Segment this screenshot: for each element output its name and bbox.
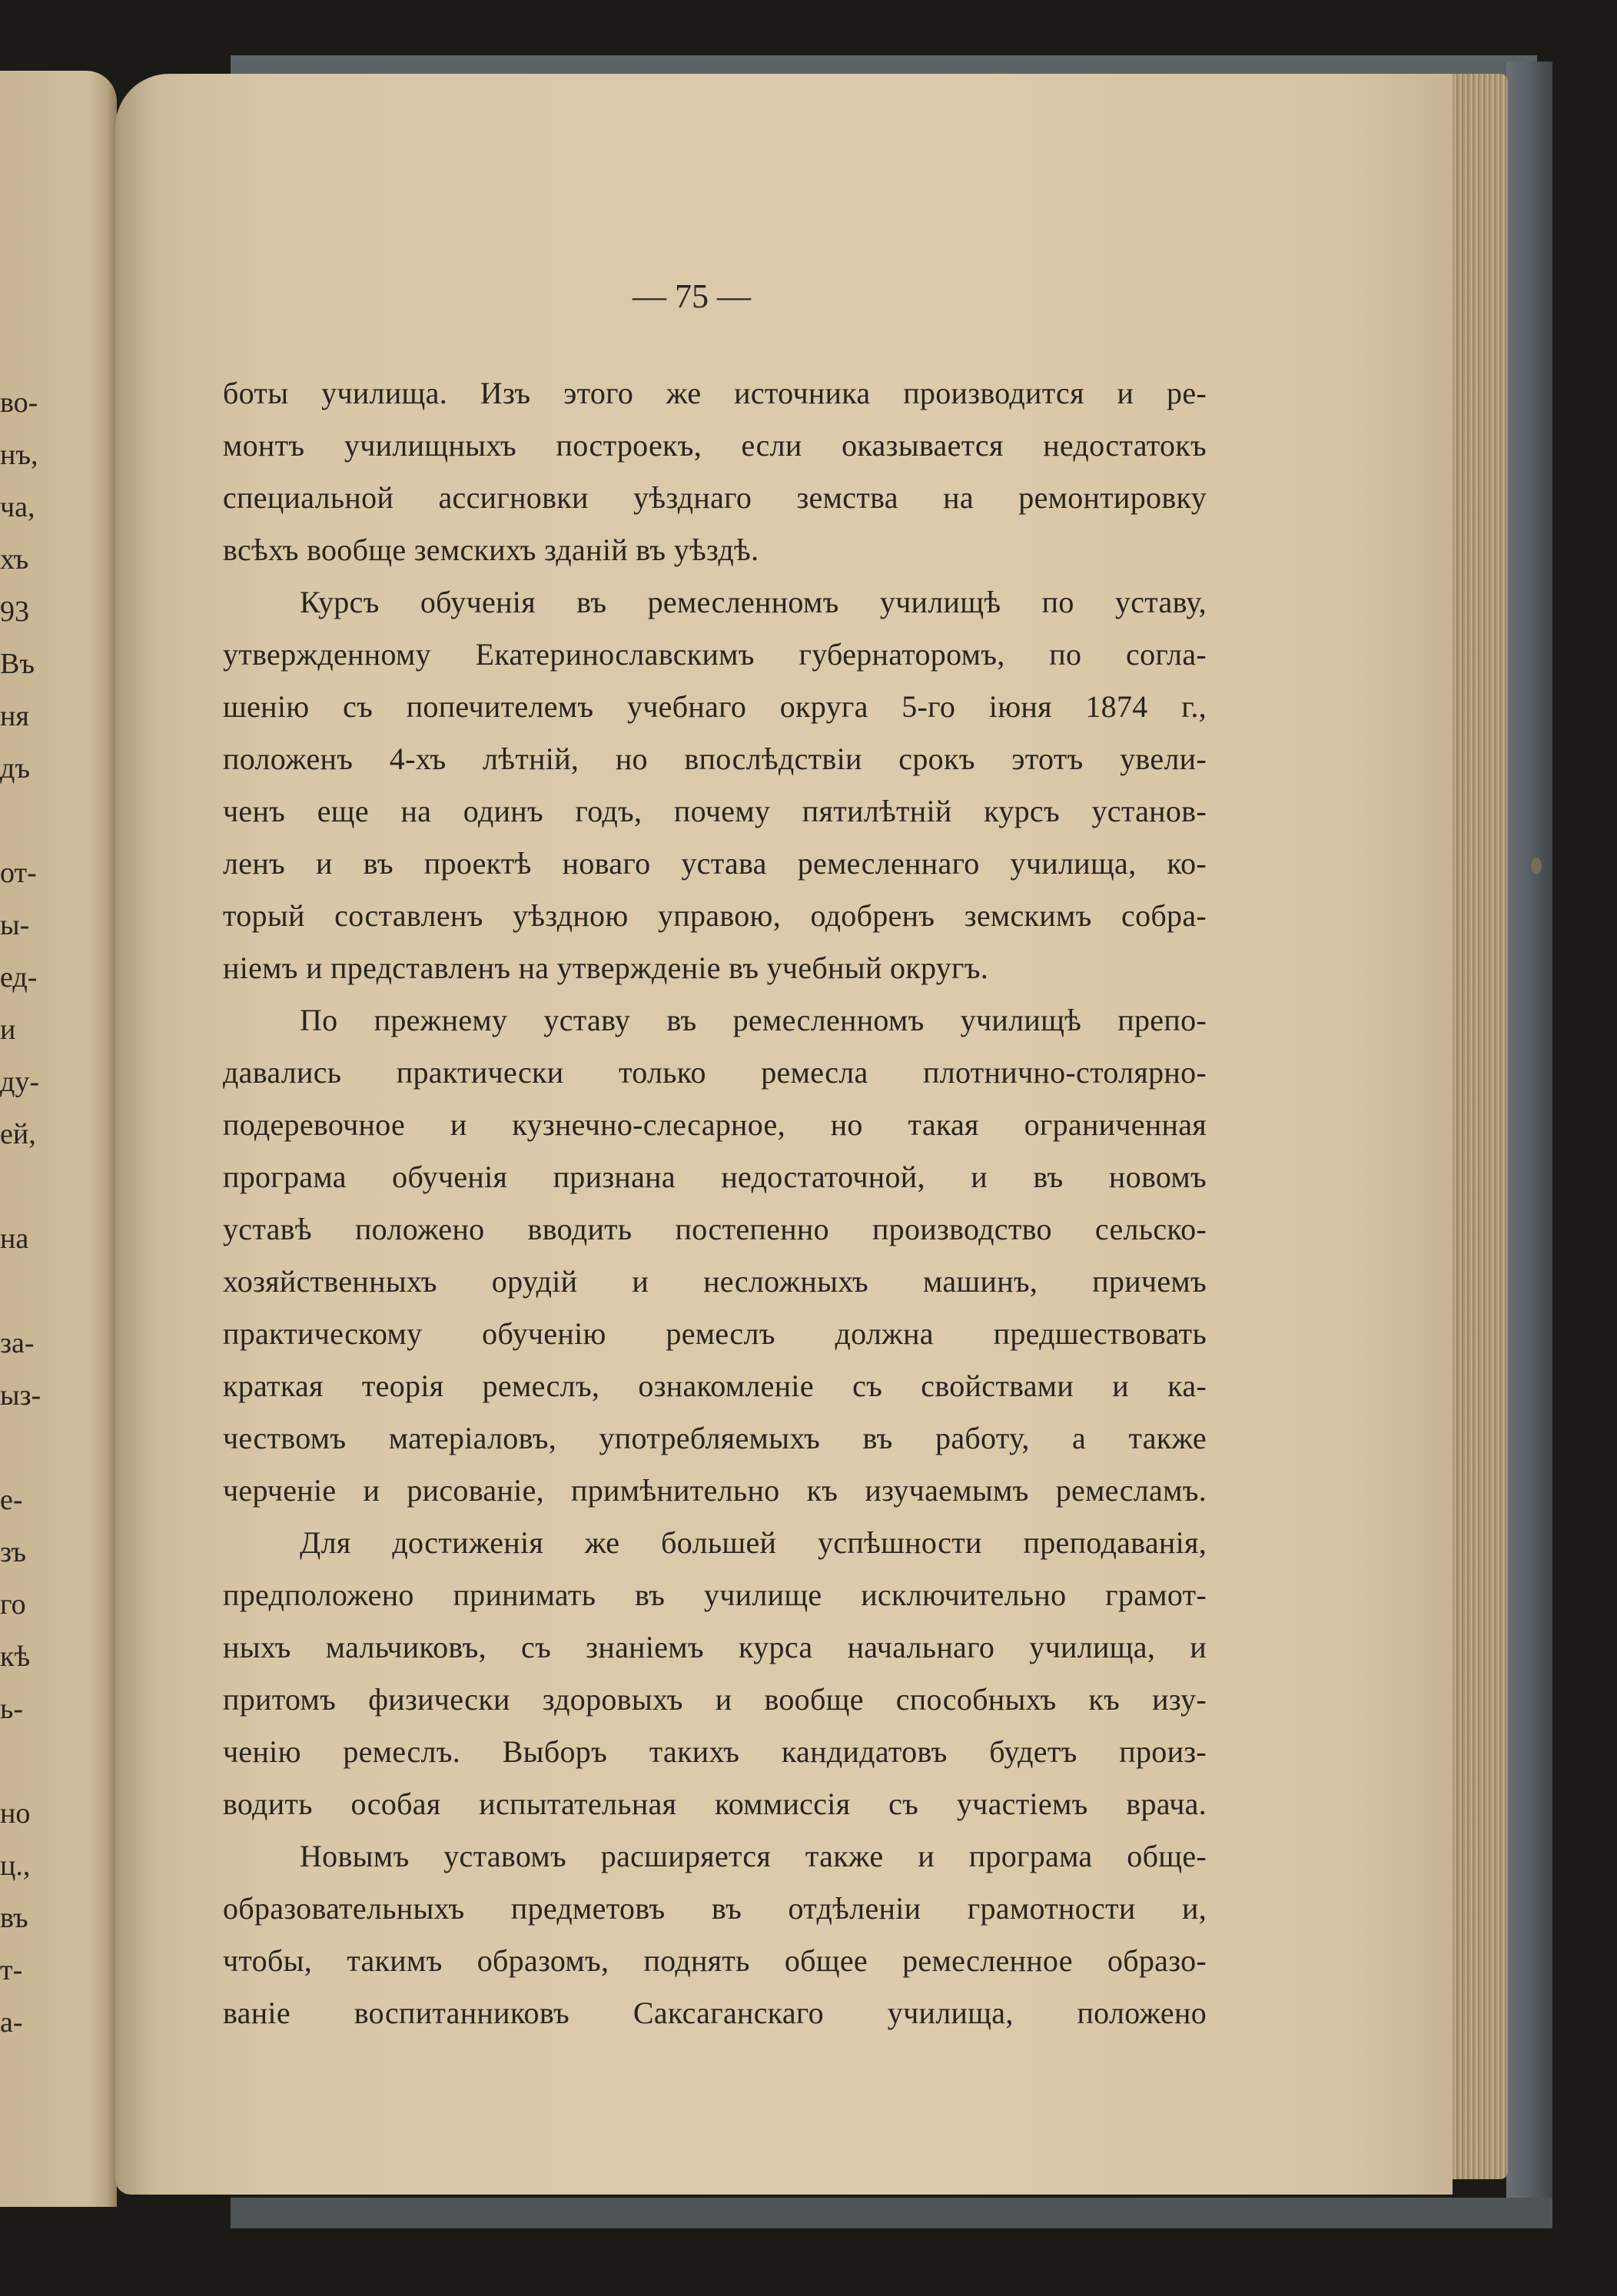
left-fragment: дъ [0, 752, 30, 785]
left-fragment: ыз- [0, 1379, 42, 1412]
text-line: Для достиженія же большей успѣшности преподаванія, [300, 1525, 1207, 1560]
left-fragment: 93 [0, 596, 29, 628]
text-line: ленъ и въ проектѣ новаго устава ремесленнаго училища, ко- [223, 846, 1207, 881]
text-line: уставѣ положено вводить постепенно производство сельско- [223, 1212, 1207, 1246]
left-fragment: хъ [0, 543, 29, 576]
left-fragment: въ [0, 1902, 28, 1934]
left-fragment: ей, [0, 1118, 36, 1150]
text-line: черченіе и рисованіе, примѣнительно къ изучаемымъ ремесламъ. [223, 1473, 1207, 1508]
left-fragment: е- [0, 1484, 23, 1516]
left-fragment: на [0, 1223, 29, 1255]
text-line: хозяйственныхъ орудій и несложныхъ машинъ, причемъ [223, 1264, 1207, 1299]
foxing-spot [1531, 858, 1542, 874]
text-line: водить особая испытательная коммиссія съ участіемъ врача. [223, 1787, 1207, 1821]
left-fragment: а- [0, 2006, 23, 2039]
left-fragment: т- [0, 1954, 23, 1986]
text-line: всѣхъ вообще земскихъ зданій въ уѣздѣ. [223, 533, 759, 567]
page-text [223, 367, 1207, 2039]
left-fragment: и [0, 1014, 16, 1046]
text-line: притомъ физически здоровыхъ и вообще способныхъ къ изу- [223, 1682, 1207, 1717]
text-line: чтобы, такимъ образомъ, поднять общее ремесленное образо- [223, 1943, 1207, 1978]
left-fragment: го [0, 1588, 26, 1621]
text-line: шенію съ попечителемъ учебнаго округа 5-го іюня 1874 г., [223, 689, 1207, 724]
text-line: чествомъ матеріаловъ, употребляемыхъ въ работу, а также [223, 1421, 1207, 1455]
left-fragment: ча, [0, 491, 35, 523]
text-line: ченію ремеслъ. Выборъ такихъ кандидатовъ будетъ произ- [223, 1734, 1207, 1769]
text-line: Курсъ обученія въ ремесленномъ училищѣ по уставу, [300, 585, 1207, 619]
text-line: подеревочное и кузнечно-слесарное, но такая ограниченная [223, 1107, 1207, 1142]
left-fragment: нъ, [0, 439, 38, 471]
text-line: ныхъ мальчиковъ, съ знаніемъ курса начальнаго училища, и [223, 1630, 1207, 1664]
left-fragment: зъ [0, 1536, 27, 1568]
text-line: торый составленъ уѣздною управою, одобренъ земскимъ собра- [223, 898, 1207, 933]
left-fragment: кѣ [0, 1641, 31, 1673]
page-number: — 75 — [633, 277, 751, 315]
text-line: Новымъ уставомъ расширяется также и програма обще- [300, 1839, 1207, 1873]
left-fragment: ы- [0, 909, 30, 941]
text-line: давались практически только ремесла плотнично-столярно- [223, 1055, 1207, 1090]
left-fragment: за- [0, 1327, 35, 1359]
left-fragment: но [0, 1797, 31, 1830]
left-fragment: ду- [0, 1066, 39, 1098]
text-line: краткая теорія ремеслъ, ознакомленіе съ свойствами и ка- [223, 1369, 1207, 1403]
left-fragment: ь- [0, 1693, 23, 1725]
left-page [0, 71, 117, 2207]
left-fragment: от- [0, 857, 37, 889]
cover-board-right [1506, 61, 1552, 2213]
text-line: практическому обученію ремеслъ должна предшествовать [223, 1316, 1207, 1351]
cover-board-bottom [231, 2198, 1552, 2228]
text-line: По прежнему уставу въ ремесленномъ училищѣ препо- [300, 1003, 1207, 1037]
left-fragment: ня [0, 700, 29, 732]
left-fragment: ед- [0, 961, 38, 994]
text-line: положенъ 4-хъ лѣтній, но впослѣдствіи срокъ этотъ увели- [223, 742, 1207, 776]
text-line: ваніе воспитанниковъ Саксаганскаго училища, положено [223, 1996, 1207, 2030]
text-line: монтъ училищныхъ построекъ, если оказывается недостатокъ [223, 428, 1207, 463]
left-fragment: Въ [0, 648, 35, 680]
text-line: ніемъ и представленъ на утвержденіе въ учебный округъ. [223, 951, 989, 985]
text-line: образовательныхъ предметовъ въ отдѣленіи грамотности и, [223, 1891, 1207, 1926]
text-line: предположено принимать въ училище исключительно грамот- [223, 1578, 1207, 1612]
text-line: утвержденному Екатеринославскимъ губернаторомъ, по согла- [223, 637, 1207, 672]
left-fragment: во- [0, 387, 38, 419]
left-fragment: ц., [0, 1850, 31, 1882]
text-line: боты училища. Изъ этого же источника производится и ре- [223, 376, 1207, 410]
text-line: програма обученія признана недостаточной, и въ новомъ [223, 1160, 1207, 1194]
text-line: специальной ассигновки уѣзднаго земства на ремонтировку [223, 480, 1207, 515]
text-line: ченъ еще на одинъ годъ, почему пятилѣтній курсъ установ- [223, 794, 1207, 828]
